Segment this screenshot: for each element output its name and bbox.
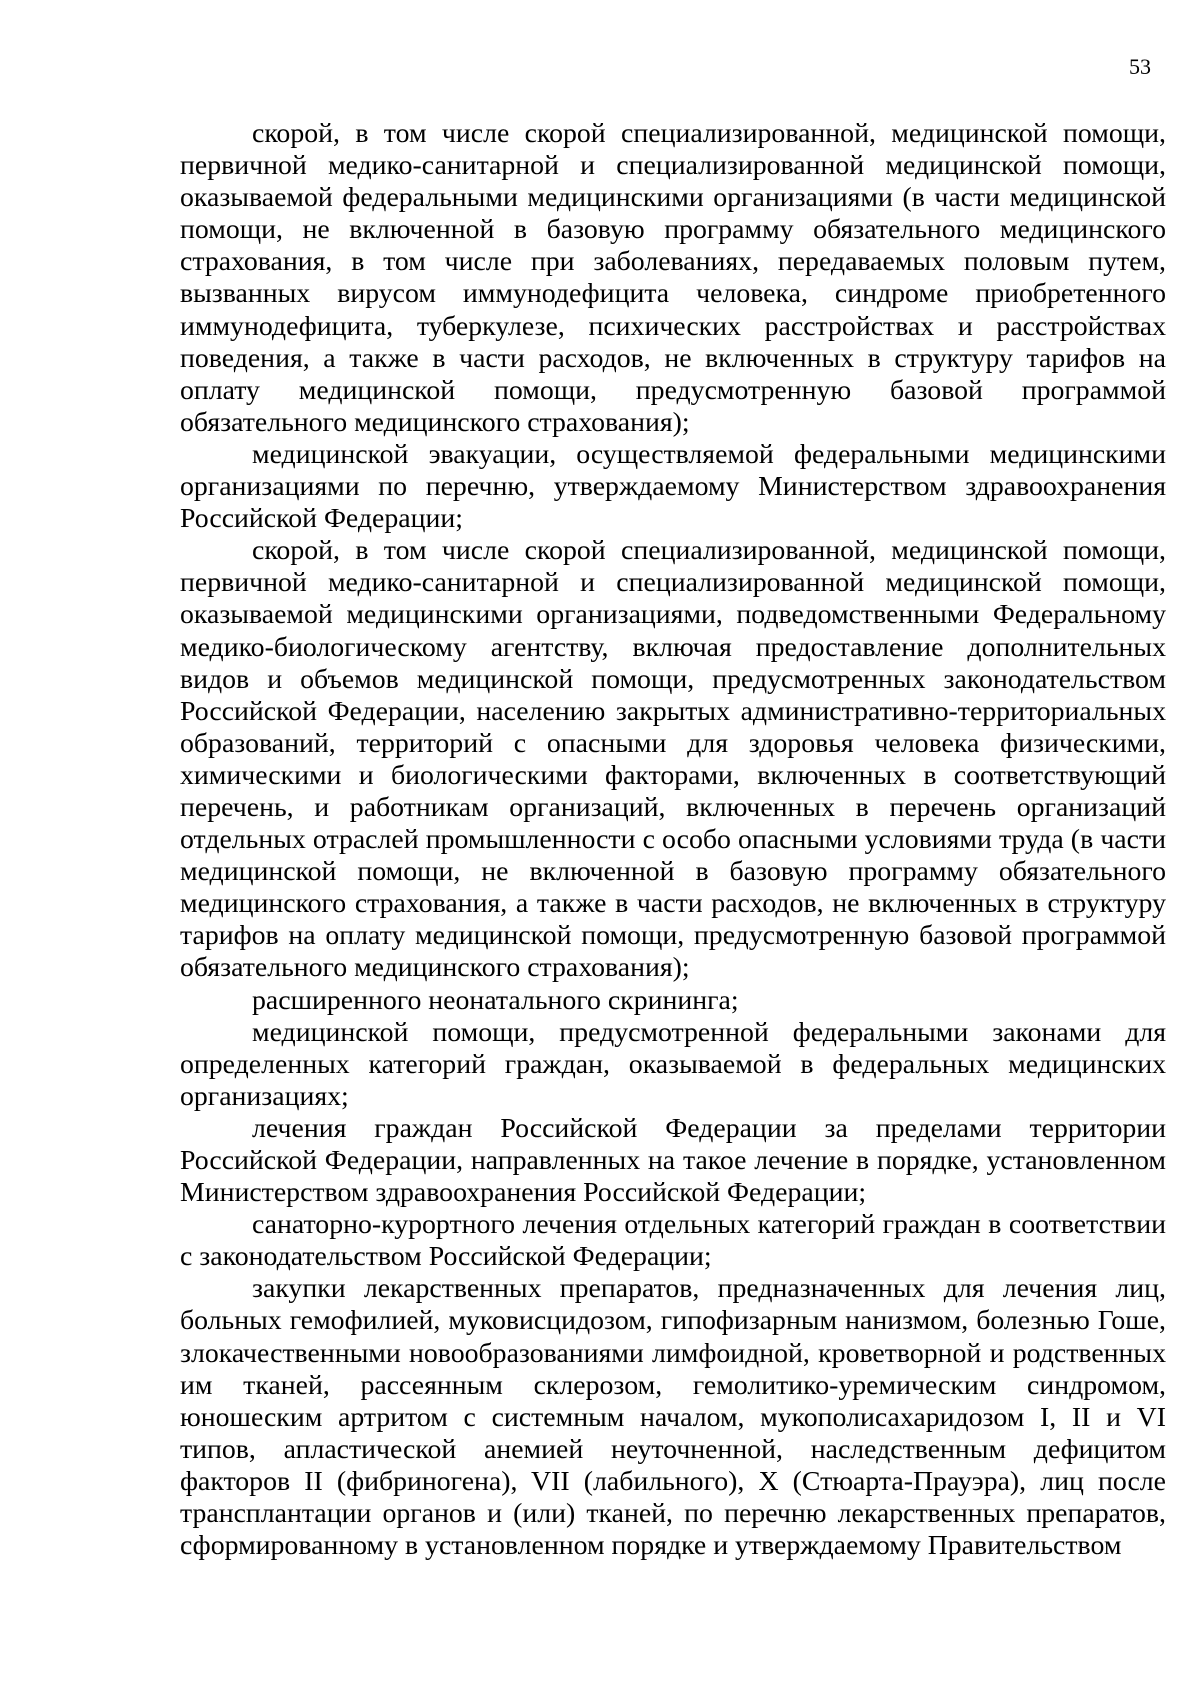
paragraph: скорой, в том числе скорой специализированной, медицинской помощи, первичной медико-санитарной и специализированной медицинской помощи, оказываемой медицинскими организациями, подведомственными Федеральному медико-биологическому агентству, включая предоставление дополнительных видов и объемов медицинской помощи, предусмотренных законодательством Российской Федерации, населению закрытых административно-территориальных образований, территорий с опасными для здоровья человека физическими, химическими и биологическими факторами, включенных в соответствующий перечень, и работникам организаций, включенных в перечень организаций отдельных отраслей промышленности с особо опасными условиями труда (в части медицинской помощи, не включенной в базовую программу обязательного медицинского страхования, а также в части расходов, не включенных в структуру тарифов на оплату медицинской помощи, предусмотренную базовой программой обязательного медицинского страхования); (180, 535, 1166, 984)
paragraph: закупки лекарственных препаратов, предназначенных для лечения лиц, больных гемофилией, муковисцидозом, гипофизарным нанизмом, болезнью Гоше, злокачественными новообразованиями лимфоидной, кроветворной и родственных им тканей, рассеянным склерозом, гемолитико-уремическим синдромом, юношеским артритом с системным началом, мукополисахаридозом I, II и VI типов, апластической анемией неуточненной, наследственным дефицитом факторов II (фибриногена), VII (лабильного), X (Стюарта-Прауэра), лиц после трансплантации органов и (или) тканей, по перечню лекарственных препаратов, сформированному в установленном порядке и утверждаемому Правительством (180, 1273, 1166, 1562)
paragraph: санаторно-курортного лечения отдельных категорий граждан в соответствии с законодательством Российской Федерации; (180, 1209, 1166, 1273)
page-number: 53 (1129, 54, 1151, 79)
paragraph: скорой, в том числе скорой специализированной, медицинской помощи, первичной медико-санитарной и специализированной медицинской помощи, оказываемой федеральными медицинскими организациями (в части медицинской помощи, не включенной в базовую программу обязательного медицинского страхования, в том числе при заболеваниях, передаваемых половым путем, вызванных вирусом иммунодефицита человека, синдроме приобретенного иммунодефицита, туберкулезе, психических расстройствах и расстройствах поведения, а также в части расходов, не включенных в структуру тарифов на оплату медицинской помощи, предусмотренную базовой программой обязательного медицинского страхования); (180, 118, 1166, 438)
document-body (180, 118, 1166, 1562)
paragraph: медицинской эвакуации, осуществляемой федеральными медицинскими организациями по перечню, утверждаемому Министерством здравоохранения Российской Федерации; (180, 438, 1166, 535)
paragraph: медицинской помощи, предусмотренной федеральными законами для определенных категорий граждан, оказываемой в федеральных медицинских организациях; (180, 1016, 1166, 1112)
paragraph: расширенного неонатального скрининга; (252, 984, 739, 1016)
paragraph: лечения граждан Российской Федерации за пределами территории Российской Федерации, направленных на такое лечение в порядке, установленном Министерством здравоохранения Российской Федерации; (180, 1112, 1166, 1209)
